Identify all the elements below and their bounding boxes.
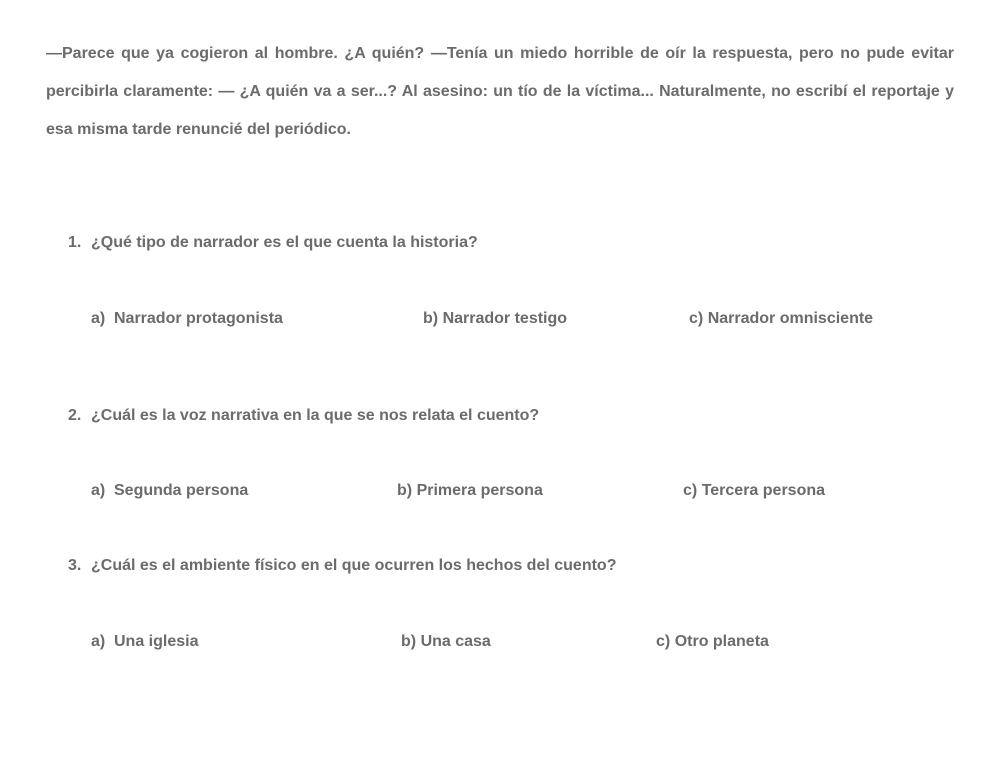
option-letter: b): [397, 482, 413, 499]
option-text: Narrador testigo: [442, 310, 568, 327]
question-1-option-a[interactable]: [91, 310, 283, 328]
question-1-option-b[interactable]: [423, 310, 567, 328]
story-passage: —Parece que ya cogieron al hombre. ¿A quién? —Tenía un miedo horrible de oír la respuesta, pero no pude evitar percibirla claramente: — ¿A quién va a ser...? Al asesino: un tío de la víctima... Naturalmente, no escribí el reportaje y esa misma tarde renuncié del periódico.: [46, 45, 954, 138]
option-text: Narrador protagonista: [114, 310, 283, 327]
question-3-option-a[interactable]: [91, 633, 198, 651]
option-text: Una casa: [420, 633, 491, 650]
option-letter: a): [91, 310, 106, 327]
option-text: Narrador omnisciente: [707, 310, 874, 327]
option-letter: c): [683, 482, 698, 499]
option-text: Una iglesia: [114, 633, 199, 650]
option-letter: c): [689, 310, 704, 327]
option-text: Segunda persona: [114, 482, 249, 499]
question-text: ¿Cuál es el ambiente físico en el que ocurren los hechos del cuento?: [91, 557, 617, 574]
question-2-option-c[interactable]: [683, 482, 825, 500]
option-letter: a): [91, 633, 106, 650]
question-2-option-b[interactable]: [397, 482, 543, 500]
question-2: [68, 407, 539, 425]
question-3-option-c[interactable]: [656, 633, 769, 651]
option-letter: b): [423, 310, 439, 327]
option-text: Otro planeta: [674, 633, 769, 650]
question-3-option-b[interactable]: [401, 633, 491, 651]
question-2-option-a[interactable]: [91, 482, 248, 500]
question-number: 1.: [68, 234, 82, 251]
question-text: ¿Qué tipo de narrador es el que cuenta la historia?: [91, 234, 478, 251]
option-letter: c): [656, 633, 671, 650]
option-text: Primera persona: [416, 482, 543, 499]
question-1-option-c[interactable]: [689, 310, 873, 328]
question-3: [68, 557, 616, 575]
option-letter: a): [91, 482, 106, 499]
question-number: 2.: [68, 407, 82, 424]
question-number: 3.: [68, 557, 82, 574]
option-text: Tercera persona: [701, 482, 826, 499]
option-letter: b): [401, 633, 417, 650]
question-1: [68, 234, 478, 252]
question-text: ¿Cuál es la voz narrativa en la que se nos relata el cuento?: [91, 407, 540, 424]
